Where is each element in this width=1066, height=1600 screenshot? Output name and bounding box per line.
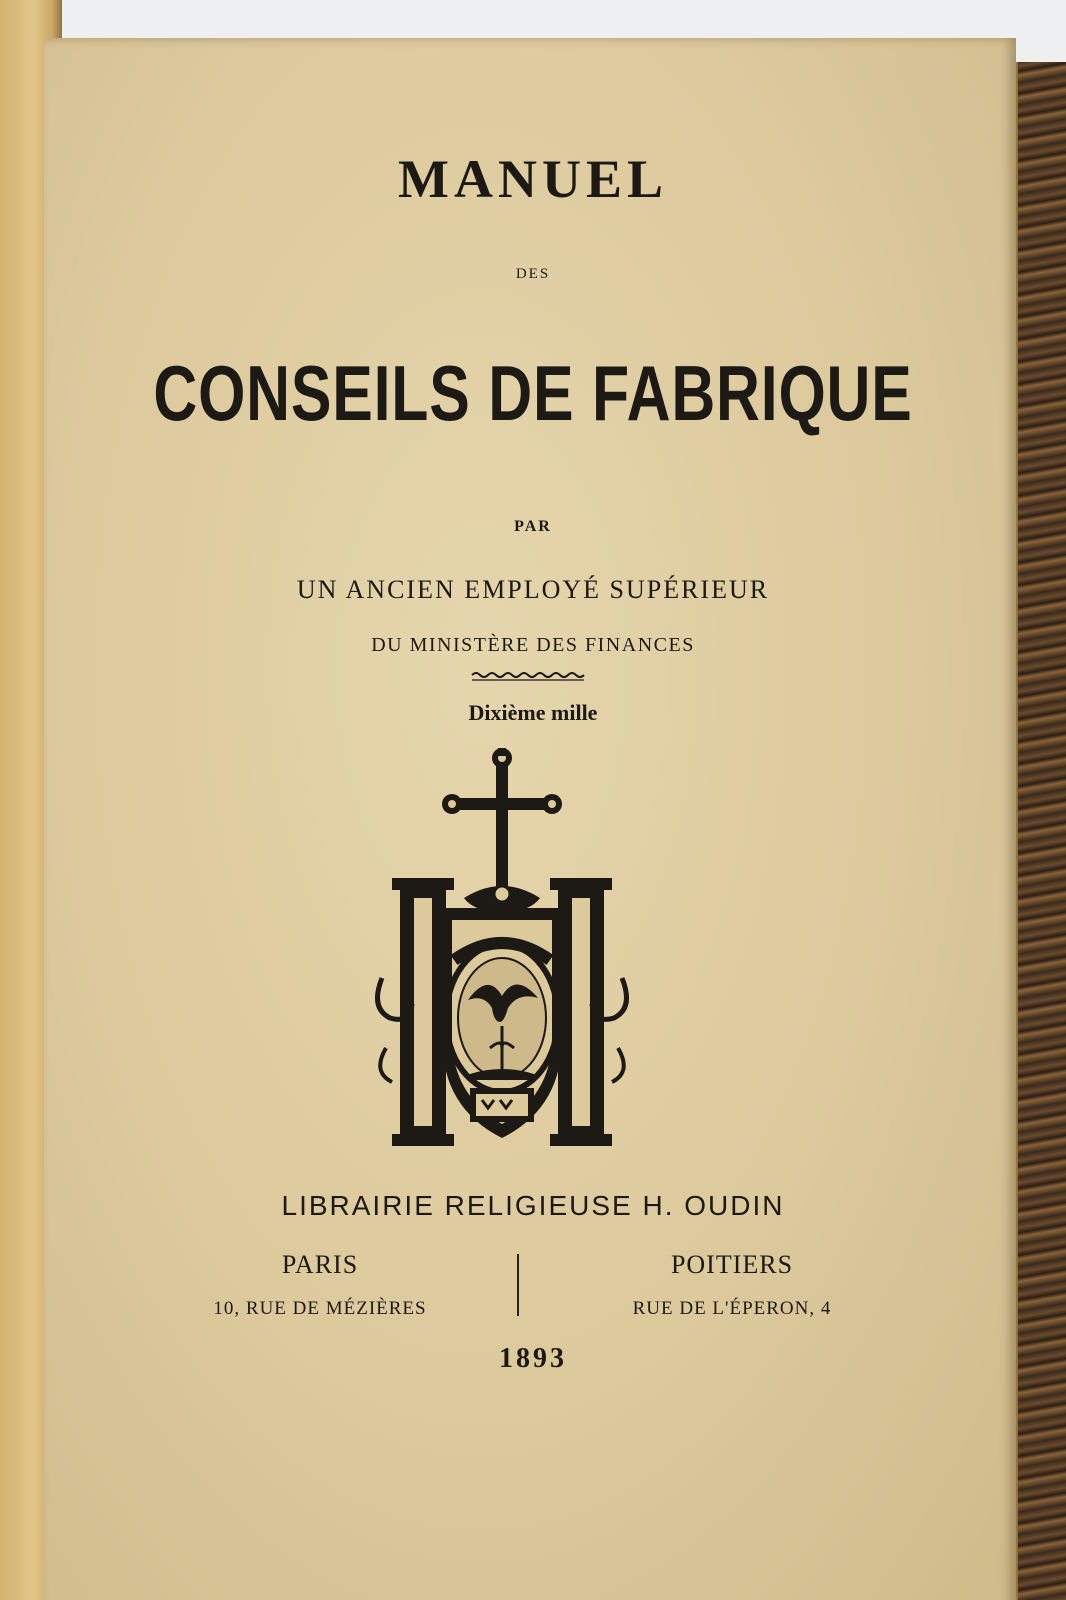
wavy-rule-ornament [470, 670, 586, 684]
publisher-emblem [372, 748, 632, 1158]
title-line-2: DES [515, 266, 551, 282]
location-city-poitiers: POITIERS [670, 1250, 794, 1279]
title-line-1: MANUEL [398, 149, 668, 209]
cross-icon [442, 748, 562, 890]
location-address-paris: 10, RUE DE MÉZIÈRES [213, 1298, 427, 1319]
location-divider [517, 1254, 519, 1316]
location-address-poitiers: RUE DE L'ÉPERON, 4 [632, 1298, 832, 1319]
publisher-name: LIBRAIRIE RELIGIEUSE H. OUDIN [281, 1190, 785, 1221]
publication-year: 1893 [499, 1343, 567, 1374]
author-line-1: UN ANCIEN EMPLOYÉ SUPÉRIEUR [296, 575, 770, 604]
edition-note: Dixième mille [468, 700, 598, 725]
by-line: PAR [514, 518, 552, 535]
main-title: CONSEILS DE FABRIQUE [153, 349, 913, 437]
author-line-2: DU MINISTÈRE DES FINANCES [371, 634, 695, 656]
location-city-paris: PARIS [281, 1250, 359, 1279]
